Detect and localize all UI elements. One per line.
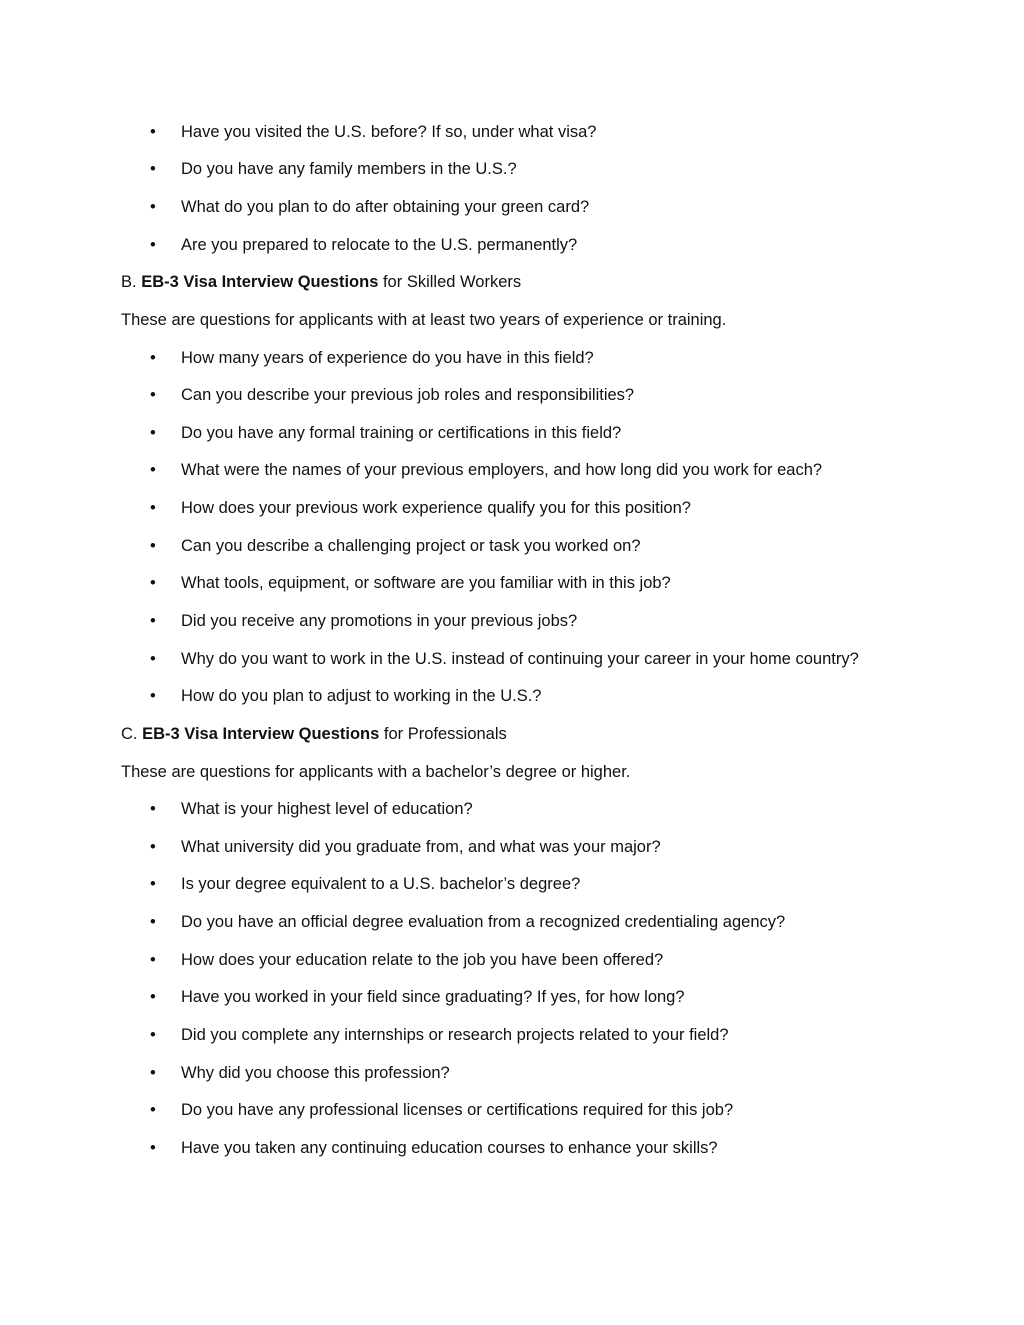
bullet-icon: • bbox=[150, 913, 156, 931]
section-c-prefix: C. bbox=[121, 725, 143, 743]
list-item-text: Do you have an official degree evaluation from a recognized credentialing agency? bbox=[181, 913, 786, 931]
section-b-bold-title: EB-3 Visa Interview Questions bbox=[141, 273, 379, 291]
bullet-icon: • bbox=[150, 612, 156, 630]
list-item-text: Why do you want to work in the U.S. instead of continuing your career in your home country? bbox=[181, 650, 859, 668]
section-b-heading bbox=[121, 271, 521, 293]
bullet-icon: • bbox=[150, 1064, 156, 1082]
section-c-bold-title: EB-3 Visa Interview Questions bbox=[142, 725, 380, 743]
bullet-icon: • bbox=[150, 574, 156, 592]
bullet-icon: • bbox=[150, 875, 156, 893]
section-c-heading bbox=[121, 723, 507, 745]
list-item-text: What were the names of your previous employers, and how long did you work for each? bbox=[181, 461, 823, 479]
section-b-description: These are questions for applicants with at least two years of experience or training. bbox=[121, 311, 727, 329]
list-item-text: How many years of experience do you have in this field? bbox=[181, 349, 594, 367]
list-item-text: Do you have any formal training or certifications in this field? bbox=[181, 424, 622, 442]
list-item-text: Can you describe your previous job roles and responsibilities? bbox=[181, 386, 635, 404]
section-b-prefix: B. bbox=[121, 273, 142, 291]
list-item-text: How does your previous work experience qualify you for this position? bbox=[181, 499, 691, 517]
list-item-text: How does your education relate to the job you have been offered? bbox=[181, 951, 664, 969]
list-item-text: Have you taken any continuing education courses to enhance your skills? bbox=[181, 1139, 718, 1157]
bullet-icon: • bbox=[150, 1101, 156, 1119]
bullet-icon: • bbox=[150, 499, 156, 517]
list-item-text: Can you describe a challenging project or task you worked on? bbox=[181, 537, 641, 555]
list-item-text: Did you complete any internships or research projects related to your field? bbox=[181, 1026, 729, 1044]
list-item-text: Have you visited the U.S. before? If so, under what visa? bbox=[181, 123, 597, 141]
section-b-suffix: for Skilled Workers bbox=[378, 273, 522, 291]
bullet-icon: • bbox=[150, 838, 156, 856]
section-c-suffix: for Professionals bbox=[379, 725, 507, 743]
list-item-text: Do you have any family members in the U.S.? bbox=[181, 160, 517, 178]
bullet-icon: • bbox=[150, 236, 156, 254]
list-item-text: Have you worked in your field since graduating? If yes, for how long? bbox=[181, 988, 685, 1006]
bullet-icon: • bbox=[150, 386, 156, 404]
bullet-icon: • bbox=[150, 687, 156, 705]
bullet-icon: • bbox=[150, 650, 156, 668]
bullet-icon: • bbox=[150, 1139, 156, 1157]
list-item-text: Are you prepared to relocate to the U.S. permanently? bbox=[181, 236, 578, 254]
section-c-description: These are questions for applicants with a bachelor’s degree or higher. bbox=[121, 763, 631, 781]
bullet-icon: • bbox=[150, 537, 156, 555]
bullet-icon: • bbox=[150, 461, 156, 479]
list-item-text: What tools, equipment, or software are you familiar with in this job? bbox=[181, 574, 671, 592]
list-item-text: Do you have any professional licenses or certifications required for this job? bbox=[181, 1101, 734, 1119]
list-item-text: Why did you choose this profession? bbox=[181, 1064, 450, 1082]
bullet-icon: • bbox=[150, 800, 156, 818]
bullet-icon: • bbox=[150, 988, 156, 1006]
bullet-icon: • bbox=[150, 198, 156, 216]
bullet-icon: • bbox=[150, 424, 156, 442]
bullet-icon: • bbox=[150, 1026, 156, 1044]
bullet-icon: • bbox=[150, 123, 156, 141]
bullet-icon: • bbox=[150, 349, 156, 367]
bullet-icon: • bbox=[150, 160, 156, 178]
list-item-text: Is your degree equivalent to a U.S. bachelor’s degree? bbox=[181, 875, 581, 893]
bullet-icon: • bbox=[150, 951, 156, 969]
list-item-text: How do you plan to adjust to working in the U.S.? bbox=[181, 687, 542, 705]
list-item-text: Did you receive any promotions in your previous jobs? bbox=[181, 612, 578, 630]
list-item-text: What is your highest level of education? bbox=[181, 800, 473, 818]
list-item-text: What do you plan to do after obtaining your green card? bbox=[181, 198, 590, 216]
list-item-text: What university did you graduate from, and what was your major? bbox=[181, 838, 661, 856]
